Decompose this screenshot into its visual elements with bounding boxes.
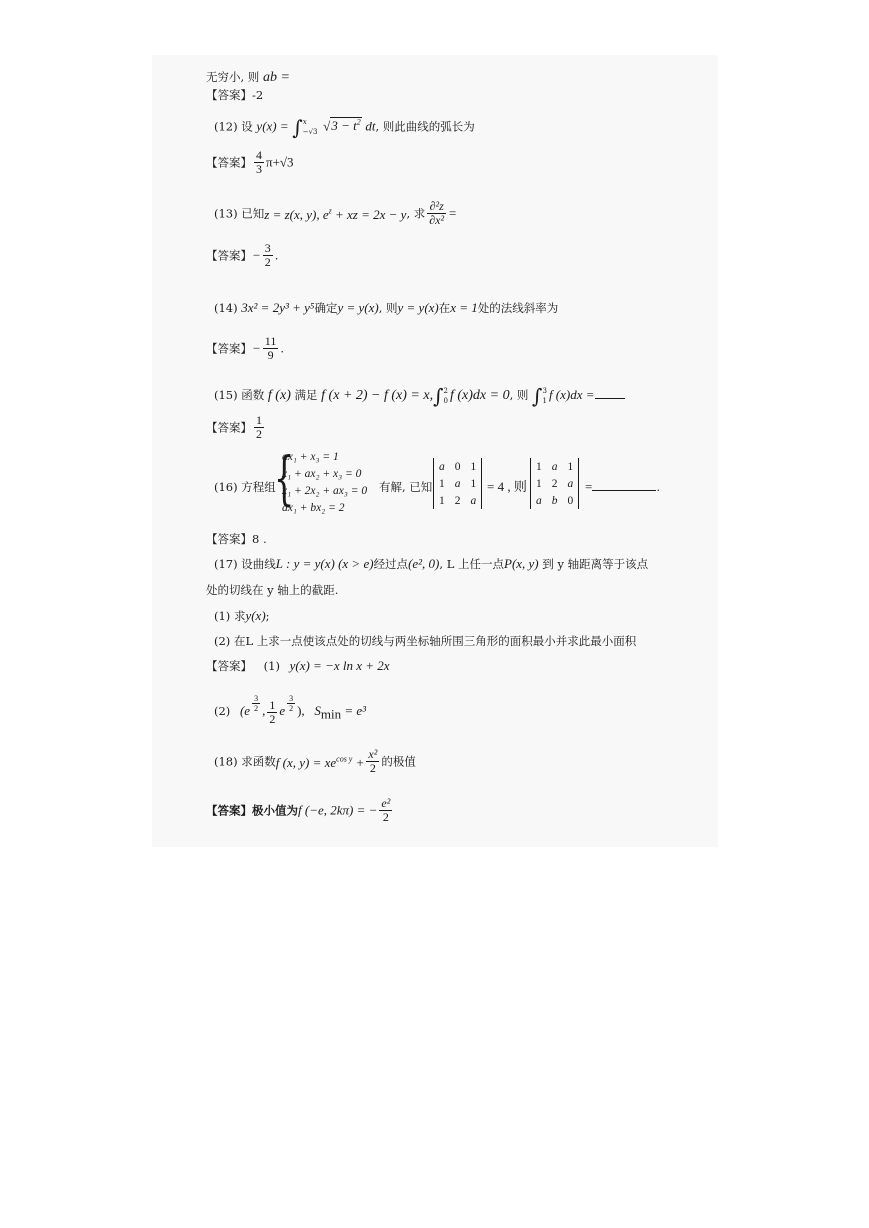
q17-text: (1) 求: [214, 609, 246, 623]
q17-answer-1: [206, 659, 390, 673]
det-cell: 1: [536, 477, 542, 490]
q14-tail: 处的法线斜率为: [477, 301, 559, 315]
frac-numerator: 11: [264, 334, 277, 348]
q14-mid: 确定: [314, 301, 338, 315]
q12-dt: dt: [365, 118, 376, 134]
q12-func: y(x) =: [256, 118, 289, 134]
q14-expr2: y = y(x): [337, 300, 379, 315]
q16-det2-eq-text: =: [585, 479, 593, 494]
q17-line-1: [214, 557, 648, 571]
q17-curve: L : y = y(x) (x > e): [275, 556, 374, 571]
left-brace: {: [274, 444, 295, 512]
q16-mid-text: 有解, 已知: [379, 480, 433, 494]
answer-label: 【答案】: [206, 420, 252, 435]
q12-question: [214, 112, 475, 138]
q13-eq: =: [448, 205, 457, 221]
q12-number: (12): [214, 119, 238, 134]
frac-denominator: 2: [269, 711, 276, 726]
q12-lower: −√3: [302, 128, 318, 137]
q15-upper2: 3: [542, 387, 547, 395]
q15-integrand: f (x)dx = 0: [449, 388, 510, 403]
q17-text: ;: [265, 609, 270, 623]
q15-answer: [206, 414, 266, 441]
q18-tail: 的极值: [381, 754, 416, 769]
q15-f: f (x): [267, 388, 291, 403]
q13-question: [214, 200, 457, 227]
q18-number: (18): [214, 754, 238, 769]
q16-determinant-2: [530, 458, 579, 509]
q15-integrand2: f (x)dx =: [548, 387, 595, 402]
q16-det1-eq-text: = 4 , 则: [487, 479, 527, 494]
frac-denominator: 2: [256, 427, 262, 441]
det-cell: 1: [439, 494, 445, 507]
q13-number: (13): [214, 206, 238, 221]
q16-equation: x₁ + ax₂ + x₃ = 0: [282, 468, 362, 480]
frac-denominator: 3: [256, 162, 262, 176]
q17-yx: y(x): [245, 608, 266, 623]
q18-expr: [276, 755, 365, 770]
frac-denominator: 2: [254, 704, 259, 713]
answer-label: 【答案】: [206, 248, 252, 263]
q15-upper: 2: [443, 387, 448, 395]
q13-answer: [206, 242, 278, 269]
answer-blank: [595, 398, 625, 399]
answer-blank: [592, 490, 656, 491]
q18-answer-expr: f (−e, 2kπ) = −: [298, 802, 378, 818]
det-cell: a: [470, 494, 477, 507]
q14-number: (14): [214, 301, 238, 315]
q12-limits: [303, 117, 318, 137]
q14-expr: 3x² = 2y³ + y⁵: [241, 300, 315, 315]
q15-mid2: , 则: [509, 388, 529, 402]
q17-answer-expr: e: [279, 703, 286, 718]
q17-text: 到 y 轴距离等于该点: [542, 557, 649, 571]
q14-answer-end: .: [280, 341, 284, 356]
q17-sub-2: [214, 634, 636, 648]
frac-numerator: x²: [368, 747, 378, 761]
frac-numerator: 1: [256, 413, 262, 427]
q18-question: [214, 748, 416, 775]
q13-lead: 已知: [241, 206, 265, 221]
det-cell: 2: [454, 494, 461, 507]
q13-answer-end: .: [274, 248, 279, 263]
det-cell: a: [439, 460, 445, 473]
q12-answer-fraction: [254, 149, 264, 176]
q12-integrand: $√3 - t^2$: [323, 118, 361, 134]
q11-text: 无穷小, 则: [206, 70, 260, 84]
frac-numerator: 3: [264, 241, 271, 255]
q16-number: (16) 方程组: [214, 480, 276, 494]
q15-answer-fraction: [254, 414, 264, 441]
q17-point-p: P(x, y): [504, 556, 539, 571]
q16-answer: [206, 532, 267, 546]
frac-denominator: 2: [264, 255, 271, 269]
answer-label: 【答案】: [206, 155, 252, 170]
q18-answer: [206, 797, 394, 824]
q17-line-2: [206, 583, 338, 597]
q18-plus: +: [355, 755, 365, 771]
q17-area-value: = e³: [341, 703, 367, 718]
q14-answer-sign: −: [252, 340, 261, 356]
q17-text: 处的切线在 y 轴上的截距.: [206, 583, 339, 597]
q17-sub-1: [214, 609, 270, 623]
q17-answer-expr: y(x) = −x ln x + 2x: [289, 658, 390, 673]
det-cell: 2: [551, 477, 558, 490]
q15-cond: f (x + 2) − f (x) = x,: [321, 388, 434, 403]
det-cell: 1: [470, 460, 477, 473]
q14-mid3: 在: [438, 301, 451, 315]
q13-expr: [264, 207, 406, 222]
q15-number: (15): [214, 388, 238, 402]
q17-answer-fraction: [267, 699, 277, 726]
frac-numerator: 3: [289, 694, 294, 703]
det-cell: 0: [454, 460, 461, 473]
q18-lead: 求函数: [241, 754, 276, 769]
q17-text: , L 上任一点: [439, 557, 504, 571]
answer-label: 【答案】: [206, 659, 252, 673]
q17-text: (2) 在L 上求一点使该点处的切线与两坐标轴所围三角形的面积最小并求此最小面积: [214, 634, 637, 648]
q12-answer: [206, 149, 294, 176]
q15-limits2: [542, 386, 546, 406]
q13-expr-a: z = z(x, y), e: [264, 207, 329, 223]
answer-label: 【答案】: [206, 803, 252, 818]
q12-tail: , 则此曲线的弧长为: [375, 119, 475, 134]
det-cell: b: [551, 494, 558, 507]
frac-denominator: ∂x²: [429, 213, 445, 227]
q17-exponent-fraction: [252, 694, 260, 713]
answer-label: 【答案】: [206, 88, 252, 102]
det-cell: 1: [567, 460, 574, 473]
q17-area-sub: min: [320, 706, 342, 722]
q17-exponent-fraction: [287, 694, 295, 713]
q16-equation: ax₁ + x₃ = 1: [282, 451, 339, 463]
q16-system: [282, 449, 367, 517]
answer-label: 【答案】: [206, 341, 252, 356]
q11-answer-value: -2: [252, 88, 264, 102]
q17-area: S: [314, 703, 321, 718]
q13-expr-b: + xz = 2x − y: [331, 207, 407, 223]
q16-end: .: [656, 480, 660, 494]
q15-lower2: 1: [542, 397, 547, 405]
q14-expr3: y = y(x): [397, 300, 439, 315]
frac-numerator: e²: [381, 796, 391, 810]
q16-mid: [379, 480, 432, 494]
q18-expr-a: f (x, y) = xe: [275, 755, 337, 771]
frac-numerator: 3: [254, 694, 259, 703]
q17-answer-expr: ,: [262, 703, 266, 718]
q13-answer-fraction: [263, 242, 273, 269]
det-cell: 1: [439, 477, 445, 490]
q13-expr-sup: z: [328, 206, 332, 216]
q18-answer-text: 极小值为: [252, 803, 298, 818]
q14-mid2: , 则: [378, 301, 398, 315]
q17-text: (17) 设曲线: [214, 557, 276, 571]
q14-question: [214, 301, 558, 315]
frac-denominator: 2: [289, 704, 294, 713]
q13-answer-sign: −: [252, 247, 261, 263]
q11-expr: ab =: [262, 70, 290, 85]
q14-expr4: x = 1: [450, 300, 478, 315]
q17-answer-num: (1): [263, 659, 280, 673]
q18-answer-fraction: [379, 797, 392, 824]
frac-denominator: 2: [366, 761, 379, 775]
frac-denominator: 2: [379, 810, 392, 824]
q16-equation: x₁ + 2x₂ + ax₃ = 0: [282, 485, 368, 497]
q17-answer-2: [214, 694, 367, 727]
q14-answer: [206, 335, 284, 362]
frac-denominator: 9: [263, 348, 279, 362]
q17-answer-expr: (e: [239, 703, 251, 718]
q15-mid: 满足: [294, 388, 318, 402]
q18-expr-sup: cos y: [336, 754, 353, 764]
q15-lead: 函数: [241, 388, 265, 402]
q13-fraction: [427, 200, 446, 227]
q15-limits: [444, 386, 448, 406]
q16-det1-eq: [487, 480, 527, 494]
q17-text: 经过点: [373, 557, 409, 571]
q14-answer-fraction: [263, 335, 279, 362]
det-cell: 0: [567, 494, 574, 507]
q12-upper: x: [302, 118, 307, 127]
q15-lower: 0: [443, 397, 448, 405]
q11-line: [206, 70, 290, 85]
integral-sign: ∫: [292, 115, 303, 140]
det-cell: a: [536, 494, 542, 507]
det-cell: a: [567, 477, 574, 490]
q16-answer-value: 8 .: [252, 532, 267, 546]
q16-lead: [214, 480, 276, 494]
q18-fraction: [366, 748, 379, 775]
q12-answer-tail: π+√3: [266, 154, 294, 170]
frac-numerator: 4: [256, 148, 262, 162]
frac-numerator: 1: [269, 697, 276, 712]
q16-equation: ax₁ + bx₂ = 2: [282, 502, 345, 514]
q12-lead: 设: [241, 119, 253, 134]
answer-label: 【答案】: [206, 532, 252, 546]
integral-sign: ∫: [532, 384, 543, 408]
q15-question: [214, 384, 625, 407]
det-cell: 1: [470, 477, 477, 490]
det-cell: a: [551, 460, 558, 473]
det-cell: a: [454, 477, 461, 490]
q16-determinant-1: [433, 458, 482, 509]
q17-answer-expr: ),: [297, 703, 305, 718]
det-cell: 1: [536, 460, 542, 473]
q17-point: (e², 0): [408, 556, 440, 571]
integral-sign: ∫: [433, 384, 444, 408]
q17-answer-num: (2): [214, 704, 231, 718]
q12-integrand-text: 3 − t: [331, 118, 357, 134]
frac-numerator: ∂²z: [429, 199, 444, 213]
q13-ask: , 求: [406, 206, 426, 221]
q16-det2-eq: [585, 480, 660, 494]
q11-answer: [206, 88, 263, 102]
